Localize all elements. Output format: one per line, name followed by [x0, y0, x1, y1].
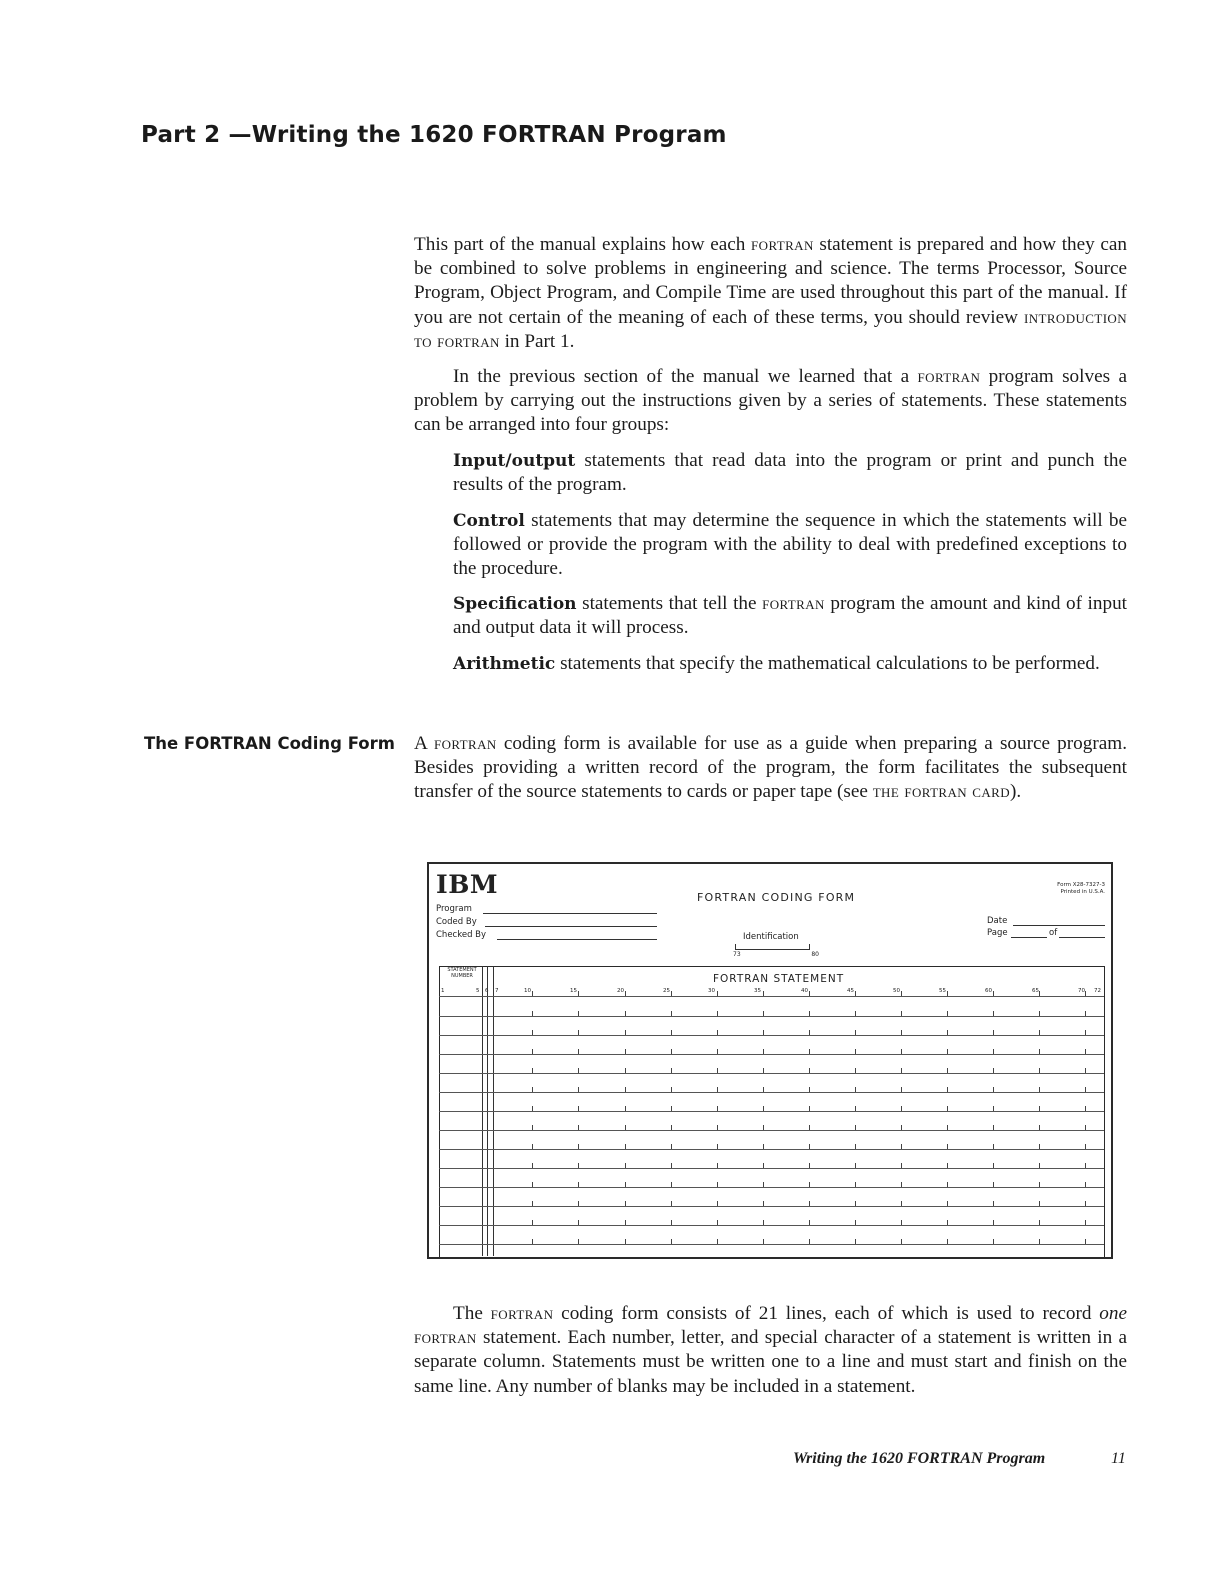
coding-grid	[439, 966, 1105, 1258]
column-tick	[578, 1182, 579, 1187]
column-tick	[671, 1239, 672, 1244]
column-tick	[1085, 991, 1086, 996]
column-tick	[947, 1049, 948, 1054]
coding-line	[439, 996, 1104, 997]
column-tick	[671, 1030, 672, 1035]
intro-paragraph-2: In the previous section of the manual we learned that a fortran program solves a problem by carrying out the instructions given by a series of statements. These statements can be arranged into four groups:	[414, 366, 1127, 436]
column-tick	[993, 1030, 994, 1035]
section-paragraph: A fortran coding form is available for use as a guide when preparing a source program. Besides providing a written record of the program, the form facilitates the subsequent transfer of the source statements to cards or paper tape (see the fortran card).	[414, 733, 1127, 803]
column-number: 30	[708, 988, 715, 994]
column-tick	[625, 1030, 626, 1035]
column-tick	[578, 991, 579, 996]
column-tick	[855, 1087, 856, 1092]
column-tick	[947, 1182, 948, 1187]
column-tick	[1039, 991, 1040, 996]
column-tick	[1039, 1049, 1040, 1054]
column-tick	[1039, 1106, 1040, 1111]
page-number: 11	[1111, 1450, 1126, 1467]
column-tick	[671, 1011, 672, 1016]
column-tick	[1039, 1144, 1040, 1149]
column-tick	[671, 1144, 672, 1149]
column-tick	[901, 1182, 902, 1187]
column-tick	[671, 1049, 672, 1054]
column-tick	[901, 1030, 902, 1035]
column-tick	[578, 1087, 579, 1092]
column-tick	[947, 1201, 948, 1206]
column-tick	[1085, 1106, 1086, 1111]
column-tick	[625, 1163, 626, 1168]
column-number: 35	[754, 988, 761, 994]
column-tick	[625, 1087, 626, 1092]
column-tick	[625, 1239, 626, 1244]
column-tick	[671, 1106, 672, 1111]
column-tick	[717, 1182, 718, 1187]
column-tick	[578, 1220, 579, 1225]
column-tick	[1085, 1030, 1086, 1035]
fortran-statement-header: FORTRAN STATEMENT	[713, 973, 845, 985]
column-tick	[671, 1068, 672, 1073]
column-tick	[625, 1049, 626, 1054]
column-tick	[901, 1163, 902, 1168]
column-tick	[1039, 1220, 1040, 1225]
column-number: 1	[441, 988, 445, 994]
column-tick	[717, 1125, 718, 1130]
column-tick	[809, 1030, 810, 1035]
column-tick	[1039, 1011, 1040, 1016]
column-tick	[1085, 1220, 1086, 1225]
column-tick	[578, 1068, 579, 1073]
column-tick	[1039, 1239, 1040, 1244]
column-tick	[855, 1011, 856, 1016]
column-tick	[993, 1163, 994, 1168]
column-number: 50	[893, 988, 900, 994]
column-tick	[901, 991, 902, 996]
column-tick	[1039, 1068, 1040, 1073]
column-tick	[947, 1220, 948, 1225]
column-number: 65	[1032, 988, 1039, 994]
column-tick	[901, 1239, 902, 1244]
column-tick	[763, 1144, 764, 1149]
column-tick	[809, 1125, 810, 1130]
column-tick	[901, 1049, 902, 1054]
section-heading: The FORTRAN Coding Form	[144, 734, 395, 753]
column-tick	[809, 1068, 810, 1073]
program-line	[483, 913, 657, 914]
column-number: 6	[485, 988, 489, 994]
coding-line	[439, 1073, 1104, 1074]
column-tick	[1039, 1125, 1040, 1130]
group-item-arithmetic: Arithmetic statements that specify the mathematical calculations to be performed.	[453, 653, 1100, 674]
column-tick	[855, 1125, 856, 1130]
column-tick	[855, 1049, 856, 1054]
column-tick	[947, 1144, 948, 1149]
column-tick	[717, 1030, 718, 1035]
column-tick	[717, 1068, 718, 1073]
date-line	[1013, 925, 1105, 926]
column-tick	[763, 1030, 764, 1035]
column-tick	[578, 1106, 579, 1111]
column-tick	[901, 1220, 902, 1225]
caption-paragraph: The fortran coding form consists of 21 lines, each of which is used to record one fortran statement. Each number, letter, and special character of a statement is written in a separate column. Statements must be written one to a line and must start and finish on the same line. Any number of blanks may be included in a statement.	[414, 1303, 1127, 1397]
column-tick	[763, 1106, 764, 1111]
column-number: 10	[524, 988, 531, 994]
column-number: 25	[663, 988, 670, 994]
column-tick	[993, 1011, 994, 1016]
column-tick	[671, 1201, 672, 1206]
column-tick	[809, 1011, 810, 1016]
column-tick	[947, 991, 948, 996]
coded-by-label: Coded By	[436, 917, 477, 927]
column-tick	[717, 1144, 718, 1149]
column-tick	[993, 1220, 994, 1225]
column-tick	[763, 1049, 764, 1054]
column-tick	[717, 1106, 718, 1111]
coding-line	[439, 1225, 1104, 1226]
column-tick	[809, 1182, 810, 1187]
column-tick	[578, 1011, 579, 1016]
column-tick	[763, 1011, 764, 1016]
column-tick	[993, 1125, 994, 1130]
column-tick	[625, 1220, 626, 1225]
column-number: 45	[847, 988, 854, 994]
column-tick	[947, 1087, 948, 1092]
column-tick	[1085, 1239, 1086, 1244]
column-tick	[532, 1220, 533, 1225]
date-label: Date	[987, 916, 1008, 926]
coding-line	[439, 1168, 1104, 1169]
form-number: Form X28-7327-3 Printed in U.S.A.	[1057, 882, 1105, 895]
column-tick	[763, 1239, 764, 1244]
column-tick	[809, 1087, 810, 1092]
column-tick	[625, 1125, 626, 1130]
column-tick	[625, 991, 626, 996]
column-tick	[578, 1201, 579, 1206]
column-tick	[855, 1106, 856, 1111]
coding-line	[439, 1187, 1104, 1188]
identification-columns: 73 80	[733, 951, 819, 958]
checked-by-line	[497, 939, 657, 940]
column-tick	[855, 1220, 856, 1225]
coding-line	[439, 1206, 1104, 1207]
column-tick	[901, 1068, 902, 1073]
column-tick	[855, 1030, 856, 1035]
column-tick	[763, 1068, 764, 1073]
column-number: 60	[985, 988, 992, 994]
column-number: 5	[476, 988, 480, 994]
column-tick	[809, 1239, 810, 1244]
column-tick	[1085, 1201, 1086, 1206]
column-tick	[855, 991, 856, 996]
column-tick	[809, 1106, 810, 1111]
column-tick	[1039, 1182, 1040, 1187]
column-tick	[763, 1163, 764, 1168]
column-tick	[763, 1201, 764, 1206]
column-tick	[578, 1125, 579, 1130]
coding-line	[439, 1035, 1104, 1036]
part-heading: Part 2 —Writing the 1620 FORTRAN Program	[141, 122, 727, 148]
page-line	[1011, 937, 1047, 938]
column-tick	[1039, 1163, 1040, 1168]
column-tick	[855, 1201, 856, 1206]
group-item-specification: Specification statements that tell the fortran program the amount and kind of input and output data it will process.	[453, 593, 1127, 639]
column-tick	[1085, 1068, 1086, 1073]
column-tick	[532, 1068, 533, 1073]
column-tick	[901, 1144, 902, 1149]
column-tick	[532, 1087, 533, 1092]
column-tick	[671, 1125, 672, 1130]
column-tick	[717, 1201, 718, 1206]
identification-bracket	[735, 944, 810, 950]
fortran-coding-form	[427, 862, 1113, 1259]
column-tick	[671, 1163, 672, 1168]
column-tick	[578, 1030, 579, 1035]
column-tick	[855, 1182, 856, 1187]
column-tick	[809, 1163, 810, 1168]
column-tick	[1039, 1201, 1040, 1206]
column-tick	[763, 1220, 764, 1225]
of-label: of	[1049, 928, 1058, 938]
column-tick	[532, 991, 533, 996]
group-item-input-output: Input/output statements that read data into the program or print and punch the results of the program.	[453, 450, 1127, 496]
coded-by-line	[485, 926, 657, 927]
column-tick	[763, 991, 764, 996]
column-tick	[1085, 1087, 1086, 1092]
column-tick	[947, 1239, 948, 1244]
column-tick	[578, 1049, 579, 1054]
page-label: Page	[987, 928, 1008, 938]
column-number: 55	[939, 988, 946, 994]
column-number: 70	[1078, 988, 1085, 994]
footer-title: Writing the 1620 FORTRAN Program	[793, 1450, 1046, 1467]
column-tick	[532, 1163, 533, 1168]
column-tick	[1085, 1125, 1086, 1130]
column-tick	[993, 1068, 994, 1073]
column-tick	[809, 1201, 810, 1206]
column-tick	[993, 1106, 994, 1111]
column-tick	[855, 1144, 856, 1149]
column-tick	[1085, 1163, 1086, 1168]
column-tick	[578, 1144, 579, 1149]
column-tick	[809, 1144, 810, 1149]
column-tick	[993, 1049, 994, 1054]
column-tick	[625, 1201, 626, 1206]
column-tick	[532, 1239, 533, 1244]
intro-paragraph-1: This part of the manual explains how each fortran statement is prepared and how they can be combined to solve problems in engineering and science. The terms Processor, Source Program, Object Program, and Compile Time are used throughout this part of the manual. If you are not certain of the meaning of each of these terms, you should review introduction to fortran in Part 1.	[414, 234, 1127, 352]
column-tick	[1039, 1030, 1040, 1035]
column-tick	[532, 1201, 533, 1206]
coding-line	[439, 1149, 1104, 1150]
column-tick	[717, 1163, 718, 1168]
column-tick	[1085, 1144, 1086, 1149]
coding-line	[439, 1244, 1104, 1245]
column-tick	[993, 1144, 994, 1149]
column-tick	[717, 1049, 718, 1054]
column-tick	[947, 1163, 948, 1168]
coding-line	[439, 1016, 1104, 1017]
statement-number-header: STATEMENT NUMBER	[447, 967, 477, 979]
column-tick	[809, 991, 810, 996]
column-tick	[901, 1201, 902, 1206]
coding-line	[439, 1054, 1104, 1055]
column-tick	[763, 1087, 764, 1092]
column-tick	[671, 1087, 672, 1092]
column-tick	[625, 1011, 626, 1016]
column-tick	[947, 1125, 948, 1130]
column-tick	[993, 1087, 994, 1092]
column-tick	[901, 1125, 902, 1130]
column-tick	[717, 1087, 718, 1092]
form-title: FORTRAN CODING FORM	[697, 891, 856, 904]
column-tick	[1085, 1011, 1086, 1016]
column-tick	[809, 1049, 810, 1054]
column-tick	[993, 1182, 994, 1187]
column-tick	[1039, 1087, 1040, 1092]
column-number: 20	[617, 988, 624, 994]
column-tick	[947, 1106, 948, 1111]
column-tick	[855, 1068, 856, 1073]
column-tick	[717, 1220, 718, 1225]
column-tick	[625, 1068, 626, 1073]
column-tick	[947, 1011, 948, 1016]
column-tick	[901, 1011, 902, 1016]
column-tick	[532, 1144, 533, 1149]
identification-label: Identification	[743, 932, 799, 942]
column-tick	[1085, 1049, 1086, 1054]
program-label: Program	[436, 904, 472, 914]
checked-by-label: Checked By	[436, 930, 487, 940]
column-tick	[993, 1239, 994, 1244]
coding-line	[439, 1092, 1104, 1093]
column-tick	[717, 991, 718, 996]
group-item-control: Control statements that may determine the sequence in which the statements will be followed or provide the program with the ability to deal with predefined exceptions to the procedure.	[453, 510, 1127, 580]
coding-line	[439, 1111, 1104, 1112]
column-tick	[532, 1182, 533, 1187]
column-tick	[855, 1163, 856, 1168]
column-tick	[809, 1220, 810, 1225]
column-tick	[625, 1182, 626, 1187]
column-number: 7	[495, 988, 499, 994]
column-tick	[901, 1106, 902, 1111]
column-tick	[901, 1087, 902, 1092]
column-number: 15	[570, 988, 577, 994]
column-tick	[578, 1163, 579, 1168]
column-tick	[993, 991, 994, 996]
column-tick	[947, 1068, 948, 1073]
coding-line	[439, 1130, 1104, 1131]
ibm-logo: IBM	[436, 870, 498, 899]
column-tick	[532, 1011, 533, 1016]
column-tick	[763, 1125, 764, 1130]
column-tick	[671, 991, 672, 996]
column-tick	[671, 1182, 672, 1187]
column-tick	[532, 1049, 533, 1054]
column-tick	[855, 1239, 856, 1244]
column-number: 40	[801, 988, 808, 994]
column-tick	[717, 1239, 718, 1244]
column-tick	[532, 1125, 533, 1130]
column-tick	[578, 1239, 579, 1244]
column-tick	[671, 1220, 672, 1225]
column-tick	[1085, 1182, 1086, 1187]
column-tick	[763, 1182, 764, 1187]
column-tick	[993, 1201, 994, 1206]
column-tick	[625, 1144, 626, 1149]
column-tick	[532, 1030, 533, 1035]
column-tick	[947, 1030, 948, 1035]
column-tick	[532, 1106, 533, 1111]
column-number: 72	[1094, 988, 1101, 994]
column-tick	[625, 1106, 626, 1111]
of-line	[1059, 937, 1105, 938]
column-tick	[717, 1011, 718, 1016]
